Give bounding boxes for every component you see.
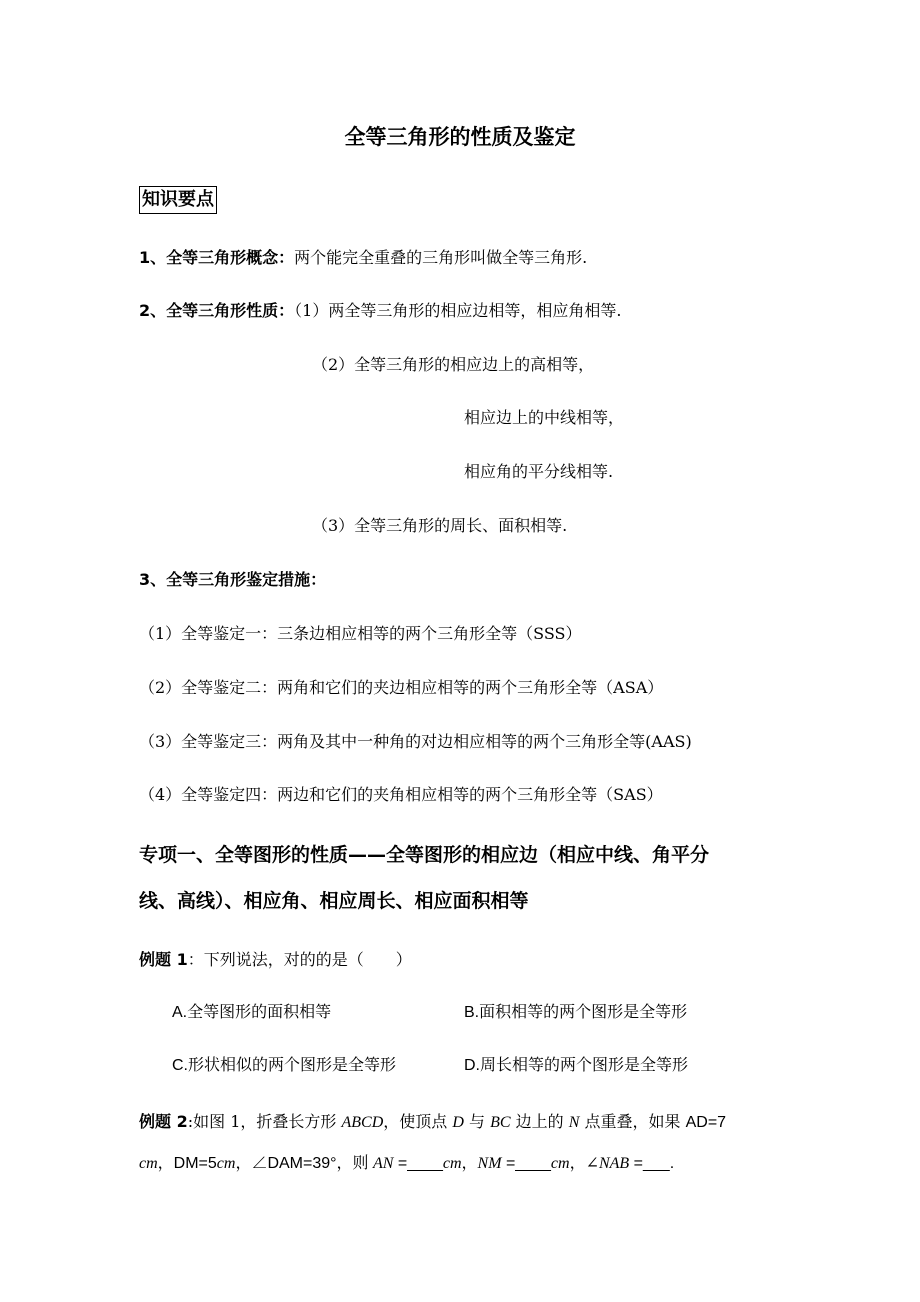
property-2b: 相应边上的中线相等， (464, 408, 625, 427)
unit: cm (216, 1155, 236, 1172)
option-d: D.周长相等的两个图形是全等形 (464, 1057, 689, 1074)
text: 两个能完全重叠的三角形叫做全等三角形. (294, 248, 588, 267)
page-title: 全等三角形的性质及鉴定 (344, 125, 576, 149)
option-b: B.面积相等的两个图形是全等形 (464, 1004, 688, 1021)
var: NM (477, 1155, 502, 1172)
property-2c: 相应角的平分线相等. (464, 462, 614, 481)
blank: =___. (629, 1155, 675, 1172)
rule-1: （1）全等鉴定一：三条边相应相等的两个三角形全等（SSS） (139, 624, 582, 643)
unit: cm (139, 1155, 158, 1172)
label: 例题 2 (139, 1112, 188, 1131)
topic-heading-1: 专项一、全等图形的性质——全等图形的相应边（相应中线、角平分 (139, 844, 710, 866)
section-heading: 知识要点 (139, 186, 217, 214)
unit: cm (442, 1155, 462, 1172)
example-2-line-2 (139, 1152, 674, 1175)
var: BC (490, 1114, 511, 1131)
example-2-line-1 (139, 1111, 726, 1134)
text: 边上的 (510, 1112, 569, 1131)
var: AN (373, 1155, 394, 1172)
concept-line (139, 247, 587, 269)
property-3: （3）全等三角形的周长、面积相等. (312, 516, 568, 535)
text: ，∠DAM=39°，则 (235, 1155, 373, 1172)
unit: cm (550, 1155, 570, 1172)
blank: =____ (393, 1155, 443, 1172)
text: ，DM=5 (157, 1155, 217, 1172)
label: 1、全等三角形概念： (139, 248, 295, 267)
text: 与 (463, 1112, 491, 1131)
var: NAB (598, 1155, 630, 1172)
blank: =____ (501, 1155, 551, 1172)
rule-3: （3）全等鉴定三：两角及其中一种角的对边相应相等的两个三角形全等(AAS) (139, 732, 692, 751)
property-2: （2）全等三角形的相应边上的高相等， (312, 355, 595, 374)
label: 2、全等三角形性质： (139, 301, 295, 320)
text: AD=7 (685, 1114, 727, 1131)
text: ：下列说法，对的的是（ ） (187, 950, 412, 969)
label: 例题 1 (139, 950, 188, 969)
text: ， (461, 1153, 478, 1172)
option-a: A.全等图形的面积相等 (172, 1004, 332, 1021)
var: N (568, 1114, 580, 1131)
rule-2: （2）全等鉴定二：两角和它们的夹边相应相等的两个三角形全等（ASA） (139, 678, 664, 697)
rule-4: （4）全等鉴定四：两边和它们的夹角相应相等的两个三角形全等（SAS） (139, 785, 663, 804)
text: （1）两全等三角形的相应边相等，相应角相等. (294, 301, 622, 320)
text: ，使顶点 (383, 1112, 453, 1131)
property-line (139, 300, 621, 322)
text: :如图 1，折叠长方形 (187, 1112, 342, 1131)
var: D (452, 1114, 464, 1131)
text: 点重叠，如果 (579, 1112, 686, 1131)
text: ，∠ (569, 1153, 599, 1172)
topic-heading-2: 线、高线）、相应角、相应周长、相应面积相等 (139, 890, 529, 912)
example-1 (139, 949, 412, 971)
option-c: C.形状相似的两个图形是全等形 (172, 1057, 397, 1074)
var: ABCD (341, 1114, 384, 1131)
criteria-label: 3、全等三角形鉴定措施： (139, 570, 327, 589)
